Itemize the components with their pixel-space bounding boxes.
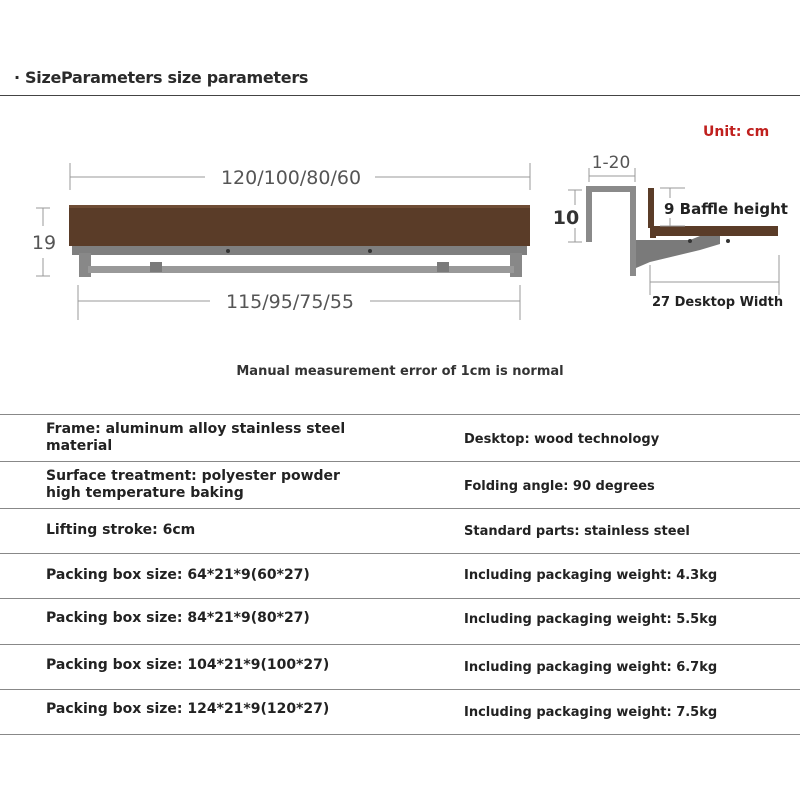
section-title: · SizeParameters size parameters [14, 68, 309, 87]
side-offset-dimension: 1-20 [591, 153, 631, 173]
baffle-height-label: 9 Baffle height [664, 200, 788, 218]
front-height-dimension: 19 [31, 232, 57, 254]
front-frame [72, 246, 527, 255]
side-view [553, 153, 788, 310]
spec-row [0, 689, 800, 735]
spec-right: Including packaging weight: 6.7kg [464, 660, 718, 675]
spec-left: Packing box size: 64*21*9(60*27) [46, 567, 310, 583]
spec-left: Packing box size: 84*21*9(80*27) [46, 610, 310, 626]
measurement-note: Manual measurement error of 1cm is normal [236, 364, 564, 379]
desktop-width-label: 27 Desktop Width [652, 295, 784, 310]
spec-row [0, 598, 800, 644]
front-wood-top [69, 205, 530, 246]
spec-left: Packing box size: 104*21*9(100*27) [46, 657, 330, 673]
spec-left: Packing box size: 124*21*9(120*27) [46, 701, 330, 717]
spec-left: Surface treatment: polyester powder high temperature baking [46, 468, 340, 501]
spec-row [0, 553, 800, 598]
spec-left: Frame: aluminum alloy stainless steel material [46, 421, 346, 454]
side-wood-top [654, 226, 778, 236]
spec-row [0, 644, 800, 689]
spec-right: Including packaging weight: 4.3kg [464, 568, 718, 583]
spec-right: Including packaging weight: 7.5kg [464, 705, 718, 720]
spec-right: Desktop: wood technology [464, 432, 660, 447]
front-view [32, 163, 530, 320]
spec-right: Standard parts: stainless steel [464, 524, 690, 539]
spec-row [0, 414, 800, 461]
spec-right: Folding angle: 90 degrees [464, 479, 655, 494]
unit-label: Unit: cm [703, 124, 770, 140]
side-height-dimension: 10 [552, 207, 580, 229]
spec-row [0, 461, 800, 508]
front-bottom-dimension: 115/95/75/55 [226, 291, 354, 313]
front-top-dimension: 120/100/80/60 [220, 167, 362, 189]
spec-table [0, 414, 800, 735]
spec-row [0, 508, 800, 553]
spec-left: Lifting stroke: 6cm [46, 522, 196, 538]
dimension-diagram [0, 0, 800, 360]
side-bracket-plate [586, 186, 592, 242]
spec-right: Including packaging weight: 5.5kg [464, 612, 718, 627]
